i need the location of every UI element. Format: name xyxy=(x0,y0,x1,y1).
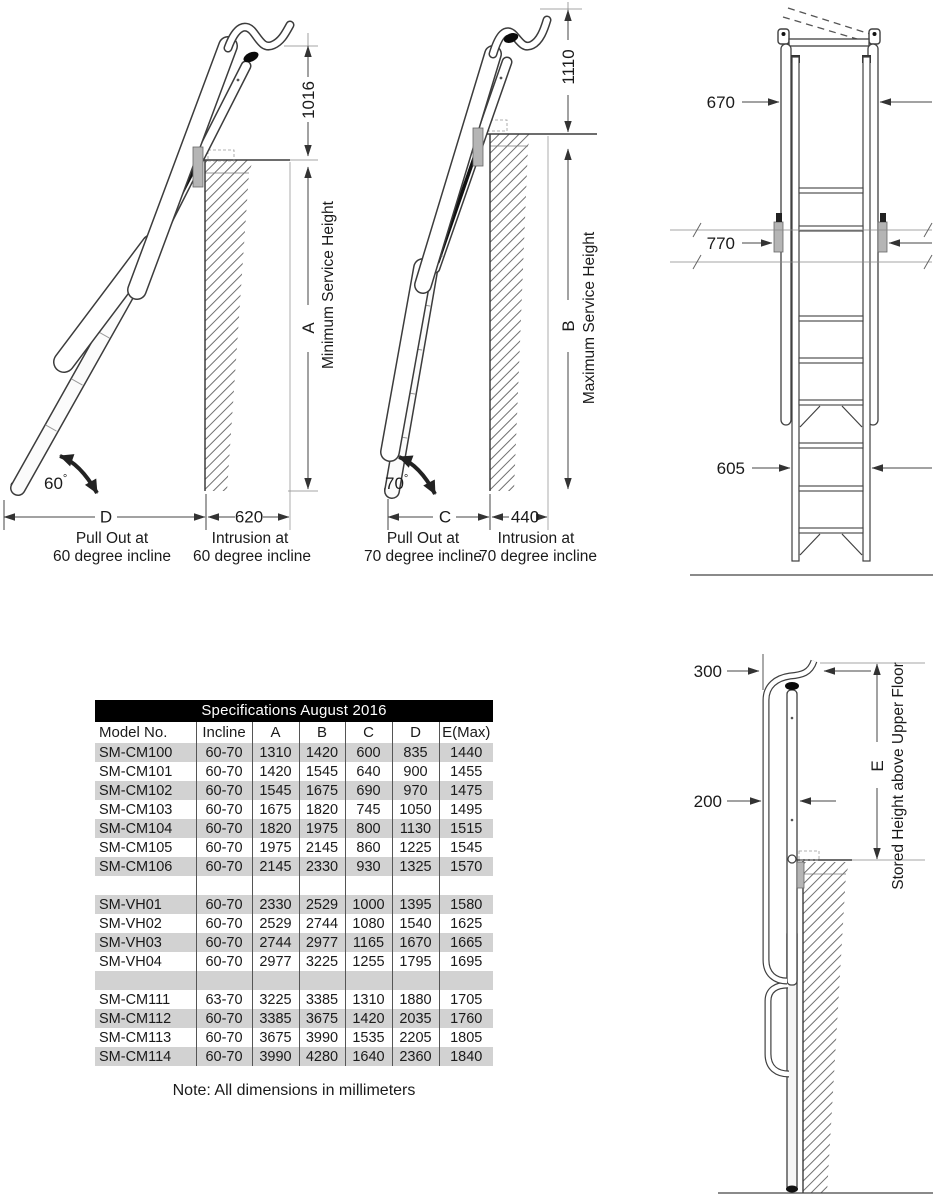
table-cell: SM-CM112 xyxy=(95,1009,196,1028)
table-cell: 1675 xyxy=(299,781,345,800)
ladder-70-incline-diagram xyxy=(335,0,620,580)
table-cell: 1795 xyxy=(392,952,439,971)
table-cell xyxy=(95,876,196,895)
table-cell: 60-70 xyxy=(196,933,252,952)
dim-1110-label: 1110 xyxy=(559,49,578,85)
dim-670-label: 670 xyxy=(706,93,735,112)
dim-440-label: 440 xyxy=(510,507,540,527)
table-cell xyxy=(252,971,299,990)
pullout-caption-line1: Pull Out at xyxy=(386,530,460,547)
table-cell: 1080 xyxy=(345,914,392,933)
inner-stile-left xyxy=(792,57,799,561)
table-cell: 690 xyxy=(345,781,392,800)
table-row xyxy=(95,762,493,781)
wall-bracket xyxy=(797,862,804,888)
table-cell: 1310 xyxy=(252,743,299,762)
table-cell: 1675 xyxy=(252,800,299,819)
table-cell: 2529 xyxy=(299,895,345,914)
table-cell: 3385 xyxy=(252,1009,299,1028)
table-cell: 60-70 xyxy=(196,819,252,838)
table-row xyxy=(95,1047,493,1066)
table-cell: 835 xyxy=(392,743,439,762)
min-service-height-label: Minimum Service Height xyxy=(320,201,337,369)
table-cell: SM-CM113 xyxy=(95,1028,196,1047)
table-cell: 1000 xyxy=(345,895,392,914)
column-header: Incline xyxy=(196,722,252,743)
table-cell: 60-70 xyxy=(196,781,252,800)
table-cell: 1570 xyxy=(450,858,483,875)
table-cell: 1665 xyxy=(450,934,483,951)
table-cell: 60-70 xyxy=(196,914,252,933)
table-cell: 1975 xyxy=(252,838,299,857)
table-cell: 1580 xyxy=(450,896,483,913)
table-cell xyxy=(196,876,252,895)
ladder-front-view-diagram xyxy=(640,0,937,600)
table-cell: 1455 xyxy=(450,763,483,780)
table-cell xyxy=(252,876,299,895)
table-cell: 60-70 xyxy=(196,743,252,762)
table-cell: 2035 xyxy=(392,1009,439,1028)
table-cell: 60-70 xyxy=(196,1028,252,1047)
dim-605-label: 605 xyxy=(716,459,745,478)
stored-height-label: Stored Height above Upper Floor xyxy=(890,662,907,890)
table-cell xyxy=(345,971,392,990)
table-cell: 1475 xyxy=(450,782,483,799)
dim-1016-label: 1016 xyxy=(299,81,318,119)
table-cell: 970 xyxy=(392,781,439,800)
table-cell: 4280 xyxy=(299,1047,345,1066)
ladder-front xyxy=(774,29,887,561)
angle-label-70: 70° xyxy=(385,473,409,493)
table-separator-row xyxy=(95,876,493,895)
table-cell: 1820 xyxy=(299,800,345,819)
column-header: B xyxy=(299,722,345,743)
inner-stile-right xyxy=(863,57,870,561)
table-cell: 3990 xyxy=(252,1047,299,1066)
table-row xyxy=(95,933,493,952)
dim-200-label: 200 xyxy=(693,792,722,811)
column-header: Model No. xyxy=(95,722,196,743)
table-cell: 1545 xyxy=(252,781,299,800)
rungs xyxy=(799,188,863,533)
lower-handrail-loop xyxy=(768,985,789,1074)
table-cell: 1255 xyxy=(345,952,392,971)
table-cell: 2145 xyxy=(252,857,299,876)
table-cell: SM-CM102 xyxy=(95,781,196,800)
table-row xyxy=(95,990,493,1009)
table-cell: 1130 xyxy=(392,819,439,838)
table-cell xyxy=(439,971,493,990)
column-header: A xyxy=(252,722,299,743)
table-cell xyxy=(345,876,392,895)
intrusion-caption-line1: Intrusion at xyxy=(497,530,575,547)
table-cell: 60-70 xyxy=(196,762,252,781)
table-cell: 60-70 xyxy=(196,952,252,971)
table-cell: SM-CM105 xyxy=(95,838,196,857)
upper-floor-wall-section-60 xyxy=(197,150,290,491)
table-cell: SM-VH01 xyxy=(95,895,196,914)
table-cell: SM-CM103 xyxy=(95,800,196,819)
table-row xyxy=(95,838,493,857)
table-cell: 1495 xyxy=(450,801,483,818)
table-cell: SM-VH02 xyxy=(95,914,196,933)
table-cell: 2744 xyxy=(299,914,345,933)
ladder-60-incline-diagram xyxy=(0,0,340,580)
table-cell: 1840 xyxy=(450,1048,483,1065)
table-cell: 3675 xyxy=(299,1009,345,1028)
dim-300-label: 300 xyxy=(693,662,722,681)
table-cell: 60-70 xyxy=(196,895,252,914)
table-row xyxy=(95,895,493,914)
table-cell: 2744 xyxy=(252,933,299,952)
table-cell: 60-70 xyxy=(196,857,252,876)
table-cell: 60-70 xyxy=(196,1009,252,1028)
column-header: E(Max) xyxy=(442,724,491,741)
dim-D-letter: D xyxy=(99,507,113,527)
table-cell: 2977 xyxy=(299,933,345,952)
dim-A-letter: A xyxy=(299,322,318,334)
table-cell: 1225 xyxy=(392,838,439,857)
table-cell xyxy=(95,971,196,990)
table-cell: 2145 xyxy=(299,838,345,857)
table-cell: SM-CM106 xyxy=(95,857,196,876)
table-cell: 930 xyxy=(345,857,392,876)
table-cell xyxy=(392,971,439,990)
ladder-stored-view-diagram xyxy=(640,630,937,1200)
table-cell: 2360 xyxy=(392,1047,439,1066)
pullout-caption-line2: 60 degree incline xyxy=(52,548,172,565)
upper-floor-wall-section-70 xyxy=(477,120,597,491)
table-cell: 1820 xyxy=(252,819,299,838)
max-service-height-label: Maximum Service Height xyxy=(581,231,598,405)
table-row xyxy=(95,800,493,819)
ladder-foot xyxy=(786,1186,798,1193)
table-cell: 3225 xyxy=(252,990,299,1009)
table-cell: 1420 xyxy=(345,1009,392,1028)
table-cell: 1705 xyxy=(450,991,483,1008)
table-row xyxy=(95,819,493,838)
table-row xyxy=(95,952,493,971)
table-cell xyxy=(299,876,345,895)
pullout-caption-line1: Pull Out at xyxy=(75,530,149,547)
dim-C-letter: C xyxy=(438,507,452,527)
table-cell: 1545 xyxy=(450,839,483,856)
table-cell: 1880 xyxy=(392,990,439,1009)
table-cell: 1325 xyxy=(392,857,439,876)
table-cell: SM-VH04 xyxy=(95,952,196,971)
folded-handrail-dashes xyxy=(783,8,870,42)
table-cell: 3990 xyxy=(299,1028,345,1047)
table-cell: 60-70 xyxy=(196,1047,252,1066)
table-row xyxy=(95,1028,493,1047)
pullout-caption-line2: 70 degree incline xyxy=(363,548,483,565)
table-cell: SM-CM114 xyxy=(95,1047,196,1066)
table-cell: 2330 xyxy=(299,857,345,876)
table-cell xyxy=(392,876,439,895)
table-header-row xyxy=(95,722,493,743)
table-cell: 1050 xyxy=(392,800,439,819)
table-cell: 745 xyxy=(345,800,392,819)
table-cell: 900 xyxy=(392,762,439,781)
table-cell: 1515 xyxy=(450,820,483,837)
width-dimension-arrows xyxy=(742,102,932,468)
table-cell: 1625 xyxy=(450,915,483,932)
table-row xyxy=(95,857,493,876)
table-cell: 3675 xyxy=(252,1028,299,1047)
wall-bracket xyxy=(473,128,483,166)
table-cell xyxy=(196,971,252,990)
mount-bracket-right xyxy=(878,222,887,252)
table-cell: 1310 xyxy=(345,990,392,1009)
table-cell: SM-CM100 xyxy=(95,743,196,762)
table-cell: 1695 xyxy=(450,953,483,970)
table-cell: 640 xyxy=(345,762,392,781)
table-cell: SM-VH03 xyxy=(95,933,196,952)
table-cell: SM-CM111 xyxy=(95,990,196,1009)
table-cell: 1395 xyxy=(392,895,439,914)
table-cell: 1975 xyxy=(299,819,345,838)
table-cell: 600 xyxy=(345,743,392,762)
upper-stile xyxy=(787,690,797,985)
table-cell: 2330 xyxy=(252,895,299,914)
table-cell: 3385 xyxy=(299,990,345,1009)
upper-floor-wall-section-stored xyxy=(790,851,925,1193)
table-cell: 1420 xyxy=(299,743,345,762)
handrail-knob xyxy=(785,682,799,690)
table-cell: 60-70 xyxy=(196,800,252,819)
top-rail xyxy=(789,39,869,46)
table-cell: 800 xyxy=(345,819,392,838)
table-cell: 3225 xyxy=(299,952,345,971)
table-cell: 1535 xyxy=(345,1028,392,1047)
table-cell: 1545 xyxy=(299,762,345,781)
dim-B-letter: B xyxy=(559,320,578,332)
specifications-table xyxy=(95,700,493,1066)
table-cell: 1420 xyxy=(252,762,299,781)
intrusion-caption-line2: 60 degree incline xyxy=(192,548,312,565)
table-cell: SM-CM104 xyxy=(95,819,196,838)
table-cell: 1540 xyxy=(392,914,439,933)
table-cell: 1165 xyxy=(345,933,392,952)
column-header: C xyxy=(345,722,392,743)
table-row xyxy=(95,781,493,800)
table-row xyxy=(95,1009,493,1028)
ladder-60 xyxy=(9,25,290,494)
dim-620-label: 620 xyxy=(234,507,264,527)
table-cell: 63-70 xyxy=(196,990,252,1009)
table-cell: 1805 xyxy=(450,1029,483,1046)
table-cell: 1440 xyxy=(450,744,483,761)
table-title: Specifications August 2016 xyxy=(95,700,493,722)
table-cell: 1760 xyxy=(450,1010,483,1027)
intrusion-caption-line1: Intrusion at xyxy=(211,530,289,547)
table-cell: 60-70 xyxy=(196,838,252,857)
dim-770-label: 770 xyxy=(706,234,735,253)
table-cell: 2205 xyxy=(392,1028,439,1047)
angle-label-60: 60° xyxy=(44,473,68,493)
table-cell: 1640 xyxy=(345,1047,392,1066)
pivot xyxy=(788,855,796,863)
table-cell: 860 xyxy=(345,838,392,857)
table-cell xyxy=(299,971,345,990)
wall-bracket xyxy=(193,147,203,187)
column-header: D xyxy=(392,722,439,743)
table-cell: 1670 xyxy=(392,933,439,952)
table-cell: SM-CM101 xyxy=(95,762,196,781)
table-row xyxy=(95,914,493,933)
table-cell xyxy=(439,876,493,895)
dim-E-letter: E xyxy=(868,760,887,772)
table-cell: 2529 xyxy=(252,914,299,933)
dimensions-note: Note: All dimensions in millimeters xyxy=(172,1082,416,1099)
table-cell: 2977 xyxy=(252,952,299,971)
table-row xyxy=(95,743,493,762)
mount-bracket-left xyxy=(774,222,783,252)
intrusion-caption-line2: 70 degree incline xyxy=(478,548,598,565)
table-separator-row xyxy=(95,971,493,990)
